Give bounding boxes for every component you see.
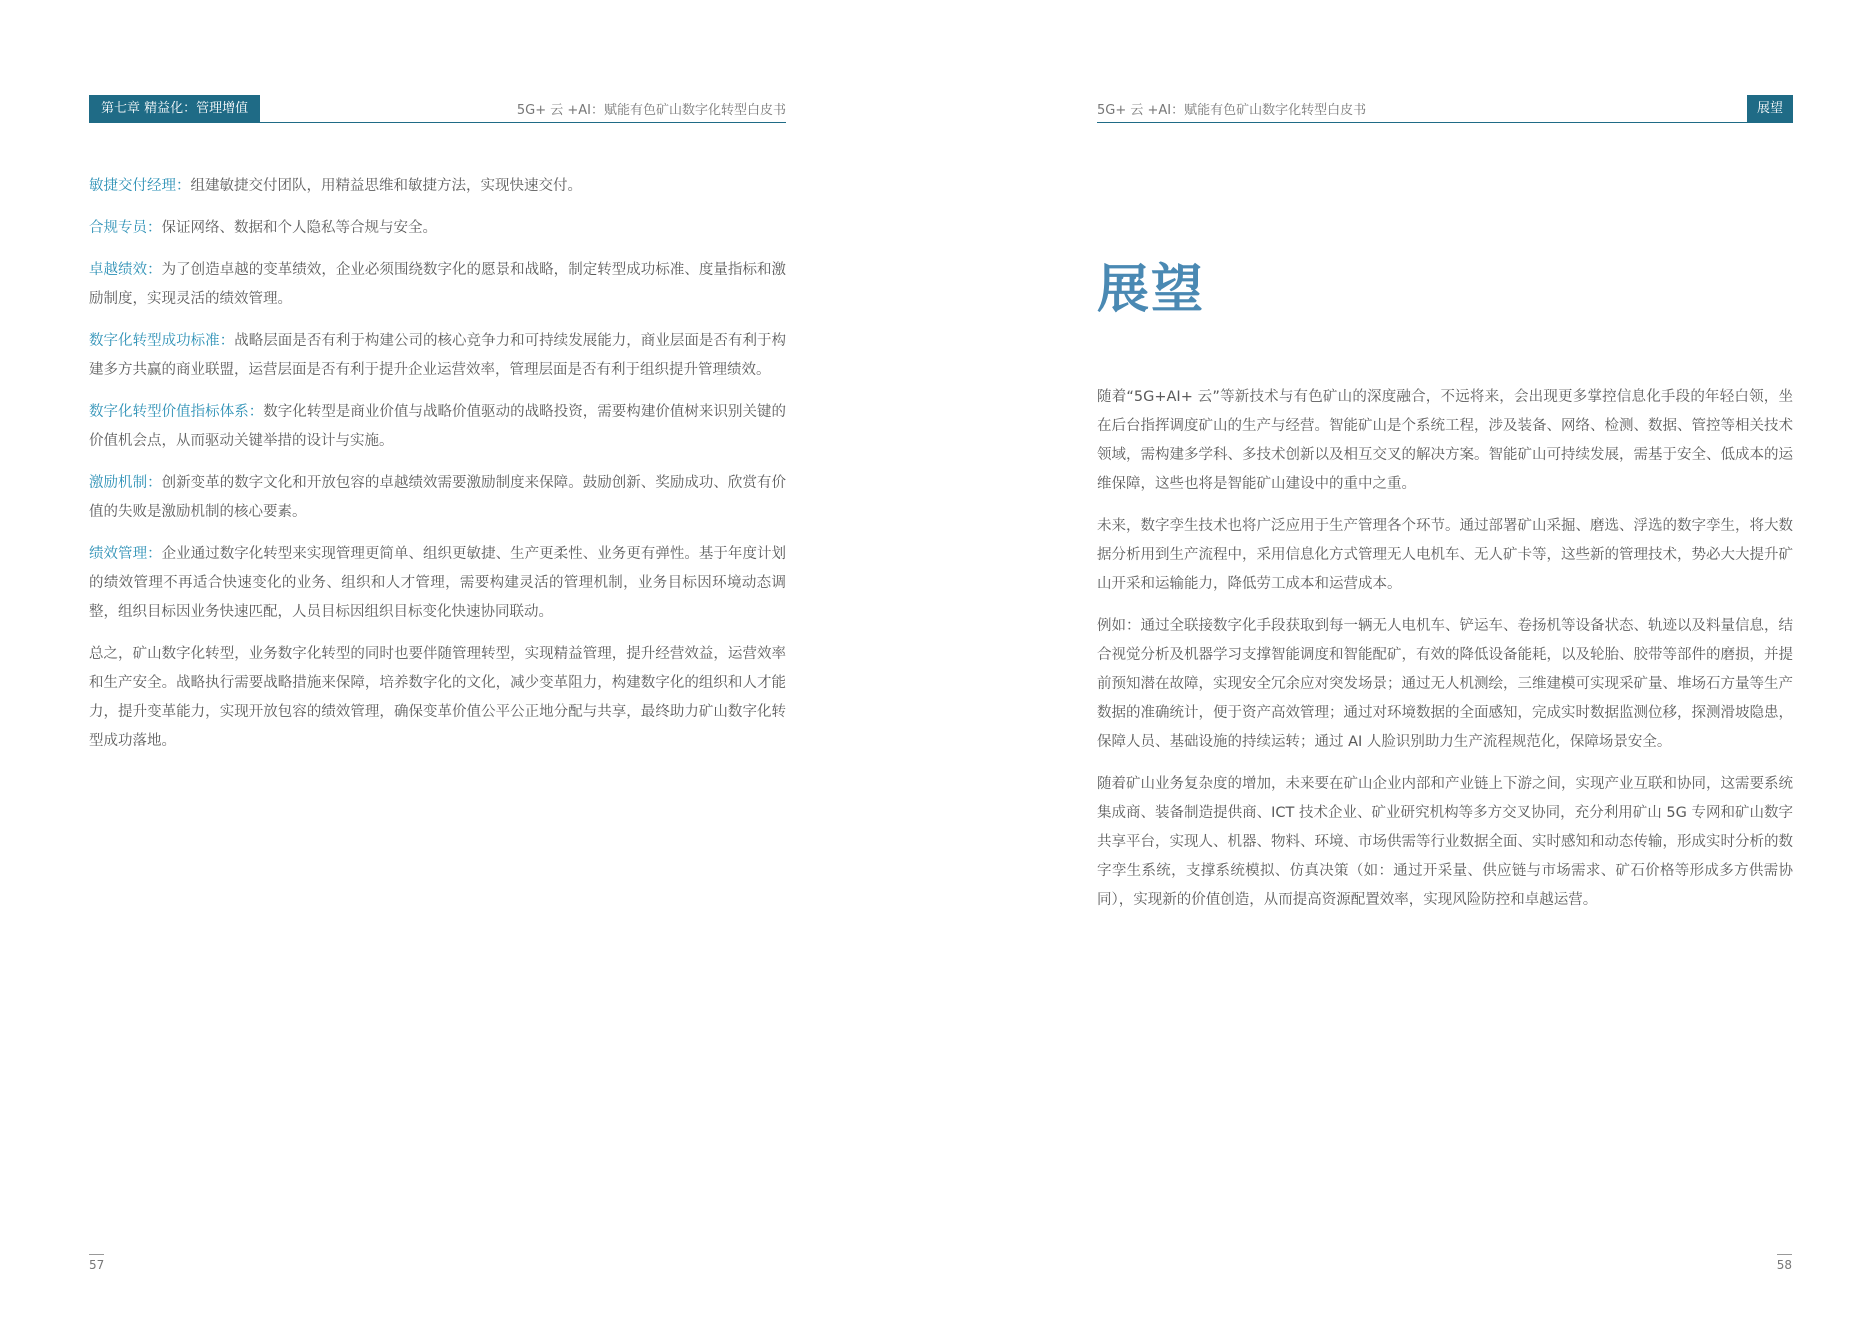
paragraph-compliance-officer [89, 214, 786, 243]
paragraph-agile-delivery-manager [89, 172, 786, 201]
section-heading: 展望 [1097, 260, 1206, 320]
page-number-right: 58 [1777, 1254, 1792, 1272]
paragraph-success-criteria [89, 327, 786, 385]
paragraph-text: 组建敏捷交付团队，用精益思维和敏捷方法，实现快速交付。 [190, 178, 582, 194]
paragraph-value-index-system [89, 398, 786, 456]
left-page [0, 0, 935, 1323]
term-label: 卓越绩效： [89, 262, 162, 278]
book-title-left: 5G+ 云 +AI：赋能有色矿山数字化转型白皮书 [516, 103, 786, 118]
paragraph-performance-management [89, 540, 786, 627]
right-page-header [1097, 94, 1793, 123]
paragraph-text: 战略层面是否有利于构建公司的核心竞争力和可持续发展能力，商业层面是否有利于构建多方共赢的商业联盟，运营层面是否有利于提升企业运营效率，管理层面是否有利于组织提升管理绩效。 [89, 333, 787, 378]
left-page-content [89, 172, 786, 769]
paragraph-incentive-mechanism [89, 469, 786, 527]
right-page-content [1097, 383, 1793, 928]
term-label: 数字化转型成功标准： [89, 333, 235, 349]
paragraph-example: 例如：通过全联接数字化手段获取到每一辆无人电机车、铲运车、卷扬机等设备状态、轨迹以及料量信息，结合视觉分析及机器学习支撑智能调度和智能配矿，有效的降低设备能耗，以及轮胎、胶带等部件的磨损，并提前预知潜在故障，实现安全冗余应对突发场景；通过无人机测绘，三维建模可实现采矿量、堆场石方量等生产数据的准确统计，便于资产高效管理；通过对环境数据的全面感知，完成实时数据监测位移，探测滑坡隐患，保障人员、基础设施的持续运转；通过 AI 人脸识别助力生产流程规范化，保障场景安全。 [1097, 618, 1793, 750]
paragraph-text: 创新变革的数字文化和开放包容的卓越绩效需要激励制度来保障。鼓励创新、奖励成功、欣赏有价值的失败是激励机制的核心要素。 [89, 475, 786, 520]
term-label: 绩效管理： [89, 546, 162, 562]
paragraph-excellent-performance [89, 256, 786, 314]
section-label: 展望 [1747, 95, 1793, 122]
left-page-header [89, 94, 786, 123]
paragraph-text: 保证网络、数据和个人隐私等合规与安全。 [161, 220, 437, 236]
page-number-left: 57 [89, 1254, 104, 1272]
term-label: 激励机制： [89, 475, 162, 491]
paragraph-digital-twin: 未来，数字孪生技术也将广泛应用于生产管理各个环节。通过部署矿山采掘、磨选、浮选的数字孪生，将大数据分析用到生产流程中，采用信息化方式管理无人电机车、无人矿卡等，这些新的管理技术，势必大大提升矿山开采和运输能力，降低劳工成本和运营成本。 [1097, 518, 1793, 592]
paragraph-outlook-intro: 随着“5G+AI+ 云”等新技术与有色矿山的深度融合，不远将来，会出现更多掌控信息化手段的年轻白领，坐在后台指挥调度矿山的生产与经营。智能矿山是个系统工程，涉及装备、网络、检测、数据、管控等相关技术领域，需构建多学科、多技术创新以及相互交叉的解决方案。智能矿山可持续发展，需基于安全、低成本的运维保障，这些也将是智能矿山建设中的重中之重。 [1097, 389, 1793, 492]
chapter-label: 第七章 精益化：管理增值 [89, 95, 260, 122]
paragraph-summary [89, 640, 786, 756]
paragraph-text: 为了创造卓越的变革绩效，企业必须围绕数字化的愿景和战略，制定转型成功标准、度量指标和激励制度，实现灵活的绩效管理。 [89, 262, 786, 307]
book-title-right: 5G+ 云 +AI：赋能有色矿山数字化转型白皮书 [1097, 103, 1367, 118]
paragraph-text: 总之，矿山数字化转型，业务数字化转型的同时也要伴随管理转型，实现精益管理，提升经营效益，运营效率和生产安全。战略执行需要战略措施来保障，培养数字化的文化，减少变革阻力，构建数字化的组织和人才能力，提升变革能力，实现开放包容的绩效管理，确保变革价值公平公正地分配与共享，最终助力矿山数字化转型成功落地。 [89, 646, 786, 749]
paragraph-industry-collaboration: 随着矿山业务复杂度的增加，未来要在矿山企业内部和产业链上下游之间，实现产业互联和协同，这需要系统集成商、装备制造提供商、ICT 技术企业、矿业研究机构等多方交叉协同，充分利用矿山 5G 专网和矿山数字共享平台，实现人、机器、物料、环境、市场供需等行业数据全面、实时感知和动态传输，形成实时分析的数字孪生系统，支撑系统模拟、仿真决策（如：通过开采量、供应链与市场需求、矿石价格等形成多方供需协同），实现新的价值创造，从而提高资源配置效率，实现风险防控和卓越运营。 [1097, 776, 1793, 908]
paragraph-text: 企业通过数字化转型来实现管理更简单、组织更敏捷、生产更柔性、业务更有弹性。基于年度计划的绩效管理不再适合快速变化的业务、组织和人才管理，需要构建灵活的管理机制，业务目标因环境动态调整，组织目标因业务快速匹配，人员目标因组织目标变化快速协同联动。 [89, 546, 786, 620]
term-label: 数字化转型价值指标体系： [89, 404, 264, 420]
right-page [936, 0, 1871, 1323]
paragraph-text: 数字化转型是商业价值与战略价值驱动的战略投资，需要构建价值树来识别关键的价值机会点，从而驱动关键举措的设计与实施。 [89, 404, 787, 449]
term-label: 合规专员： [89, 220, 162, 236]
term-label: 敏捷交付经理： [89, 178, 191, 194]
